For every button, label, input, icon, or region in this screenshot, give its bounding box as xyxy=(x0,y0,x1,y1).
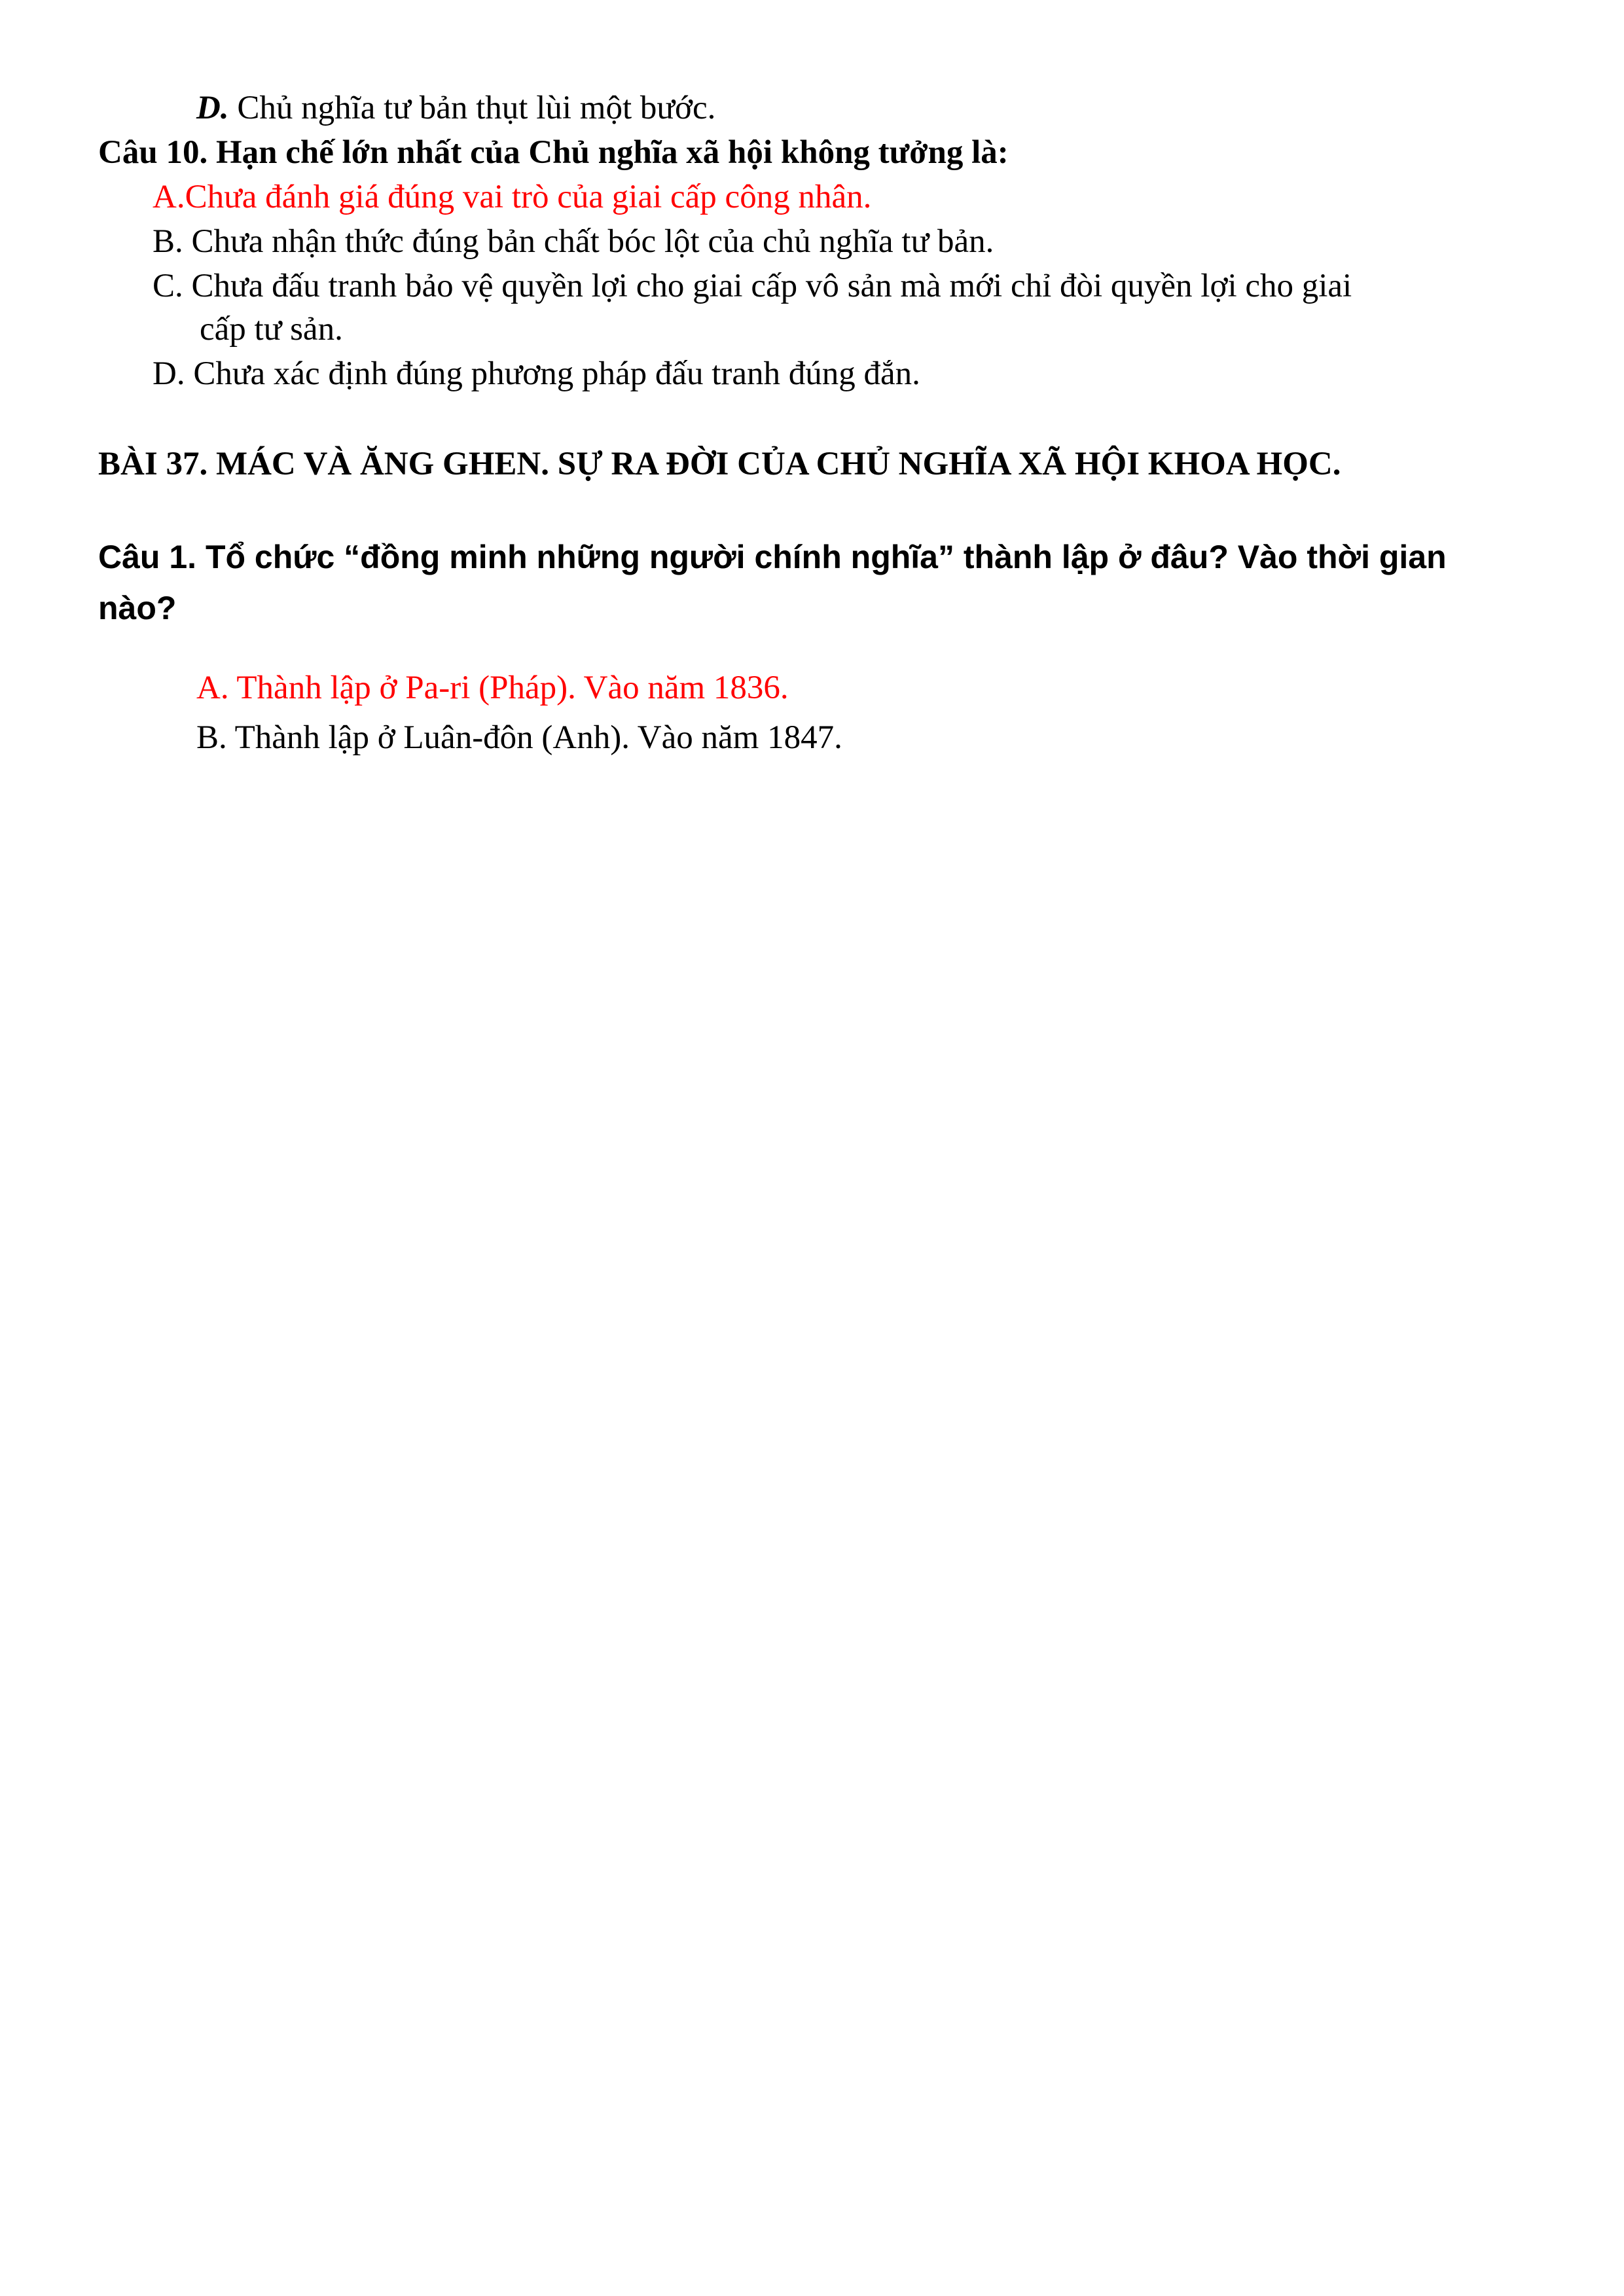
option-letter: D. xyxy=(153,355,185,392)
option-letter: C. xyxy=(153,268,183,304)
question-10-option-c-continued xyxy=(200,308,343,351)
question-label: Câu 10. xyxy=(98,134,208,171)
prev-question-option-d xyxy=(196,86,715,130)
question-1-option-a: A. Thành lập ở Pa-ri (Pháp). Vào năm 1836. xyxy=(196,670,789,706)
option-text: Chưa nhận thức đúng bản chất bóc lột của chủ nghĩa tư bản. xyxy=(191,223,994,260)
option-letter: B. xyxy=(153,223,183,260)
question-text: Hạn chế lớn nhất của Chủ nghĩa xã hội không tưởng là: xyxy=(208,134,1009,171)
option-letter: D. xyxy=(196,90,229,126)
option-letter: A. xyxy=(153,179,185,215)
question-10-title xyxy=(98,131,1009,174)
question-10-option-c xyxy=(153,264,1352,308)
lesson-heading: BÀI 37. MÁC VÀ ĂNG GHEN. SỰ RA ĐỜI CỦA CHỦ NGHĨA XÃ HỘI KHOA HỌC. xyxy=(98,446,1341,482)
question-1-title-line1: Câu 1. Tổ chức “đồng minh những người chính nghĩa” thành lập ở đâu? Vào thời gian xyxy=(98,539,1447,575)
question-10-option-d xyxy=(153,352,920,395)
option-text: Chủ nghĩa tư bản thụt lùi một bước. xyxy=(228,90,716,126)
option-text: Chưa đấu tranh bảo vệ quyền lợi cho giai cấp vô sản mà mới chỉ đòi quyền lợi cho giai xyxy=(191,268,1352,304)
option-text-continued: cấp tư sản. xyxy=(200,311,343,348)
option-text: Chưa đánh giá đúng vai trò của giai cấp công nhân. xyxy=(185,179,872,215)
question-10-option-a xyxy=(153,175,871,219)
question-1-title-line2: nào? xyxy=(98,590,177,626)
question-1-option-b: B. Thành lập ở Luân-đôn (Anh). Vào năm 1847. xyxy=(196,719,842,756)
question-10-option-b xyxy=(153,220,994,263)
option-text: Chưa xác định đúng phương pháp đấu tranh đúng đắn. xyxy=(193,355,920,392)
